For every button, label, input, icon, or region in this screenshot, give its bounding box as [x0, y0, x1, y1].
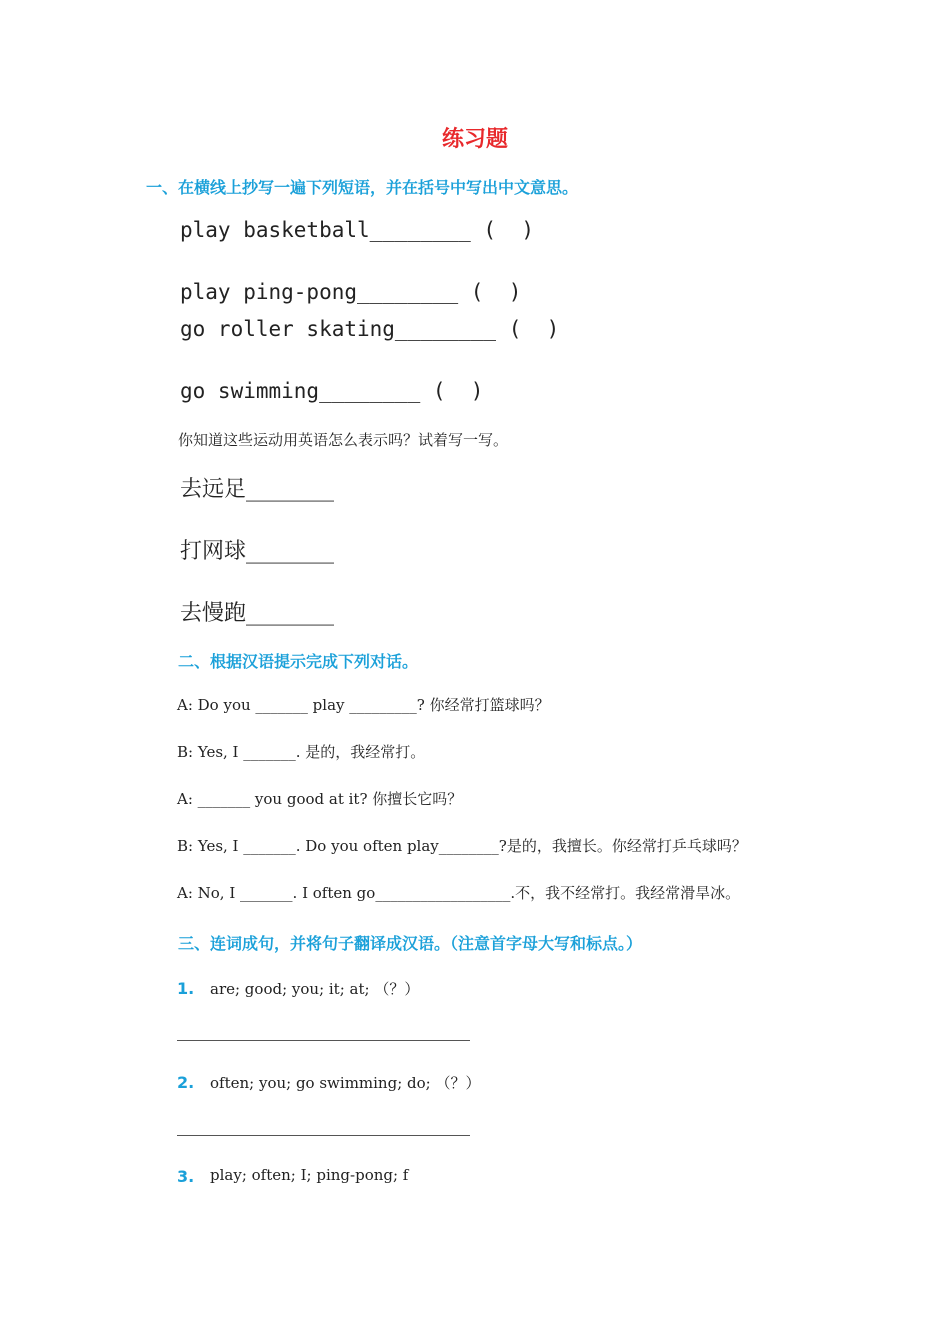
chinese-tennis: 打网球________ — [180, 539, 335, 564]
phrase-go-swimming: go swimming________ ( ) — [180, 379, 484, 403]
item-1-words: are; good; you; it; at; （？） — [210, 980, 420, 998]
phrase-play-basketball: play basketball________ ( ) — [180, 218, 535, 242]
answer-line-2 — [177, 1135, 470, 1136]
phrase-go-roller-skating: go roller skating________ ( ) — [180, 317, 560, 341]
answer-line-1 — [177, 1040, 470, 1041]
dialog-line-2: B: Yes, I _______. 是的，我经常打。 — [177, 743, 426, 761]
item-2-words: often; you; go swimming; do; （？） — [210, 1074, 481, 1092]
dialog-line-1: A: Do you _______ play _________? 你经常打篮球吗？ — [177, 696, 550, 714]
chinese-hiking: 去远足________ — [180, 477, 335, 502]
section3-heading: 三、连词成句，并将句子翻译成汉语。（注意首字母大写和标点。） — [178, 934, 643, 953]
item-3-words: play; often; I; ping-pong; f — [210, 1166, 409, 1184]
section1-note: 你知道这些运动用英语怎么表示吗？试着写一写。 — [178, 431, 509, 449]
page-title: 练习题 — [441, 127, 508, 152]
dialog-line-4: B: Yes, I _______. Do you often play________?是的，我擅长。你经常打乒乓球吗？ — [177, 837, 747, 855]
item-1-number: 1. — [177, 979, 195, 998]
section2-heading: 二、根据汉语提示完成下列对话。 — [178, 652, 419, 671]
chinese-jogging: 去慢跑________ — [180, 601, 335, 626]
item-2-number: 2. — [177, 1073, 195, 1092]
section1-heading: 一、在横线上抄写一遍下列短语，并在括号中写出中文意思。 — [146, 178, 579, 197]
item-3-number: 3. — [177, 1167, 195, 1186]
dialog-line-3: A: _______ you good at it? 你擅长它吗？ — [177, 790, 463, 808]
dialog-line-5: A: No, I _______. I often go__________________.不，我不经常打。我经常滑旱冰。 — [177, 884, 741, 902]
phrase-play-ping-pong: play ping-pong________ ( ) — [180, 280, 522, 304]
